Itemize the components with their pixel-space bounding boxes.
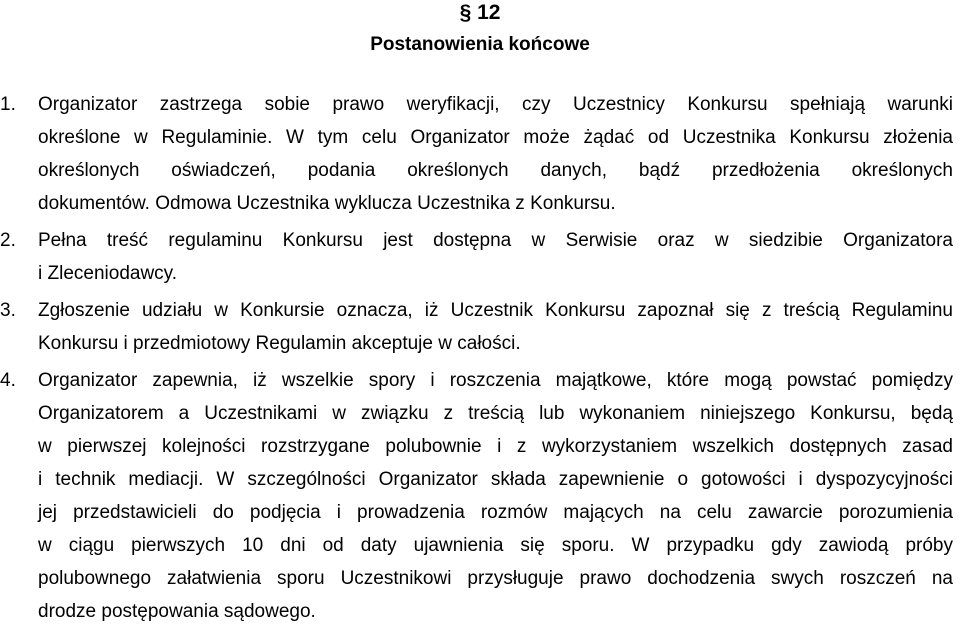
paragraph-line: jej przedstawicieli do podjęcia i prowadzenia rozmów mających na celu zawarcie porozumienia: [38, 502, 953, 523]
paragraph-line: i technik mediacji. W szczególności Organizator składa zapewnienie o gotowości i dyspozycyjności: [38, 469, 953, 490]
item-number: 4.: [0, 370, 16, 391]
paragraph-line: dokumentów. Odmowa Uczestnika wyklucza Uczestnika z Konkursu.: [38, 193, 616, 214]
paragraph-line: [0, 294, 960, 327]
line-text: Organizator zastrzega sobie prawo weryfikacji, czy Uczestnicy Konkursu spełniają warunki: [38, 94, 953, 115]
item-number: 2.: [0, 230, 16, 251]
paragraph-line: [0, 88, 960, 121]
line-text: Zgłoszenie udziału w Konkursie oznacza, iż Uczestnik Konkursu zapoznał się z treścią Regulaminu: [38, 300, 953, 321]
provisions-list: [0, 88, 960, 632]
line-text: Pełna treść regulaminu Konkursu jest dostępna w Serwisie oraz w siedzibie Organizatora: [38, 230, 953, 251]
list-item: [0, 364, 960, 628]
paragraph-line: w ciągu pierwszych 10 dni od daty ujawnienia się sporu. W przypadku gdy zawiodą próby: [38, 535, 953, 556]
paragraph-line: w pierwszej kolejności rozstrzygane polubownie i z wykorzystaniem wszelkich dostępnych zasad: [38, 436, 953, 457]
item-number: 3.: [0, 300, 16, 321]
list-item: [0, 224, 960, 290]
section-number: § 12: [459, 1, 501, 24]
line-text: Organizator zapewnia, iż wszelkie spory i roszczenia majątkowe, które mogą powstać pomiędzy: [38, 370, 953, 391]
list-item: [0, 294, 960, 360]
paragraph-line: określone w Regulaminie. W tym celu Organizator może żądać od Uczestnika Konkursu złożenia: [38, 127, 953, 148]
paragraph-line: polubownego załatwienia sporu Uczestnikowi przysługuje prawo dochodzenia swych roszczeń na: [38, 568, 953, 589]
paragraph-line: Konkursu i przedmiotowy Regulamin akceptuje w całości.: [38, 333, 521, 354]
list-item: [0, 88, 960, 220]
paragraph-line: [0, 224, 960, 257]
paragraph-line: drodze postępowania sądowego.: [38, 601, 316, 622]
section-title: Postanowienia końcowe: [370, 34, 590, 55]
item-number: 1.: [0, 94, 16, 115]
paragraph-line: Organizatorem a Uczestnikami w związku z treścią lub wykonaniem niniejszego Konkursu, będą: [38, 403, 953, 424]
paragraph-line: określonych oświadczeń, podania określonych danych, bądź przedłożenia określonych: [38, 160, 953, 181]
paragraph-line: i Zleceniodawcy.: [38, 263, 178, 284]
paragraph-line: [0, 364, 960, 397]
